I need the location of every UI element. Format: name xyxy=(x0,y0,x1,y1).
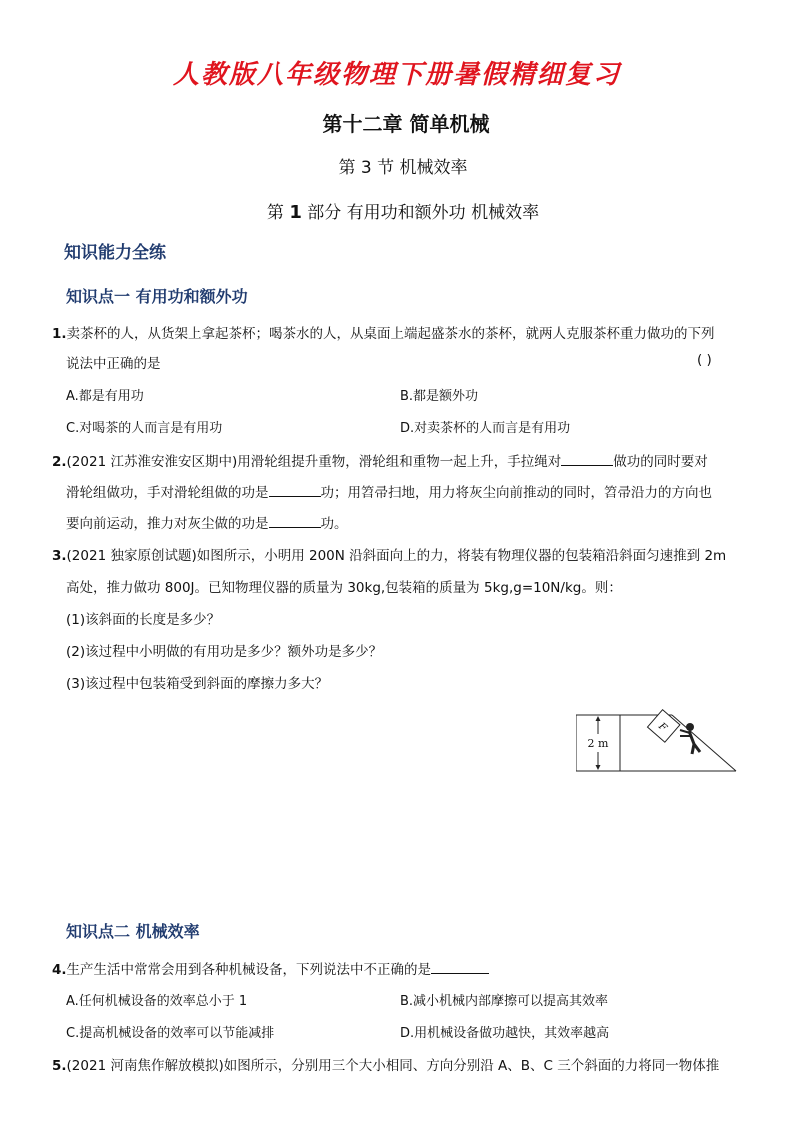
chapter-title: 第十二章 简单机械 xyxy=(322,112,490,136)
question-3-sub-1: (1)该斜面的长度是多少？ xyxy=(66,612,221,628)
question-5-text: (2021 河南焦作解放模拟)如图所示，分别用三个大小相同、方向分别沿 A、B、C 三个斜面的力将同一物体推 xyxy=(66,1058,720,1074)
banner-title: 人教版八年级物理下册暑假精细复习 xyxy=(172,60,621,90)
question-3-sub-2: (2)该过程中小明做的有用功是多少？额外功是多少？ xyxy=(66,644,383,660)
question-4-option-c: C.提高机械设备的效率可以节能减排 xyxy=(66,1026,275,1041)
question-3-line-1 xyxy=(52,544,726,564)
question-2-line-2 xyxy=(66,481,712,501)
question-2-text-a: (2021 江苏淮安淮安区期中)用滑轮组提升重物，滑轮组和重物一起上升，手拉绳对 xyxy=(66,454,562,470)
answer-blank xyxy=(269,515,321,528)
arrow-down-icon xyxy=(596,765,601,770)
knowledge-point-2-heading: 知识点二 机械效率 xyxy=(66,922,200,941)
question-1-option-b: B.都是额外功 xyxy=(400,389,479,404)
question-2-text-c: 滑轮组做功，手对滑轮组做的功是 xyxy=(66,485,269,501)
question-3-number: 3. xyxy=(52,548,67,564)
incline-slope xyxy=(672,715,736,771)
question-3-line-2: 高处，推力做功 800J。已知物理仪器的质量为 30kg,包装箱的质量为 5kg,g=10N/kg。则： xyxy=(66,580,622,596)
part-title xyxy=(0,198,794,223)
question-4-option-d: D.用机械设备做功越快，其效率越高 xyxy=(400,1026,610,1041)
question-5-line-1 xyxy=(52,1054,719,1074)
question-2-text-b: 做功的同时要对 xyxy=(613,454,708,470)
section-title: 第 3 节 机械效率 xyxy=(338,158,468,178)
question-1-line-2: 说法中正确的是 xyxy=(66,356,161,372)
person-pushing-icon xyxy=(680,723,700,754)
part-rest: 部分 有用功和额外功 机械效率 xyxy=(307,203,540,223)
question-4-text: 生产生活中常常会用到各种机械设备，下列说法中不正确的是 xyxy=(66,962,432,978)
question-2-line-3 xyxy=(66,512,348,532)
answer-blank xyxy=(269,484,321,497)
question-2-number: 2. xyxy=(52,454,67,470)
ability-heading: 知识能力全练 xyxy=(64,243,166,263)
height-label: 2 m xyxy=(587,737,609,750)
question-2-text-d: 功；用笤帚扫地，用力将灰尘向前推动的同时，笤帚沿力的方向也 xyxy=(320,485,712,501)
arrow-up-icon xyxy=(596,716,601,721)
answer-blank xyxy=(561,453,613,466)
knowledge-point-1-heading: 知识点一 有用功和额外功 xyxy=(66,287,248,306)
question-1-line-1 xyxy=(52,322,715,342)
force-label: F xyxy=(656,721,669,734)
question-2-text-e: 要向前运动，推力对灰尘做的功是 xyxy=(66,516,269,532)
part-prefix: 第 xyxy=(266,203,284,223)
part-number: 1 xyxy=(289,202,302,223)
question-1-option-c: C.对喝茶的人而言是有用功 xyxy=(66,421,223,436)
question-1-option-a: A.都是有用功 xyxy=(66,389,144,404)
incline-figure xyxy=(576,700,740,774)
question-2-line-1 xyxy=(52,450,708,470)
question-4-line-1 xyxy=(52,958,489,978)
question-4-number: 4. xyxy=(52,962,67,978)
question-1-option-d: D.对卖茶杯的人而言是有用功 xyxy=(400,421,571,436)
question-4-option-a: A.任何机械设备的效率总小于 1 xyxy=(66,994,248,1009)
answer-paren: ( ) xyxy=(697,352,712,368)
question-3-text: (2021 独家原创试题)如图所示，小明用 200N 沿斜面向上的力，将装有物理仪器的包装箱沿斜面匀速推到 2m xyxy=(66,548,727,564)
question-3-sub-3: (3)该过程中包装箱受到斜面的摩擦力多大？ xyxy=(66,676,329,692)
question-4-option-b: B.减小机械内部摩擦可以提高其效率 xyxy=(400,994,609,1009)
question-1-number: 1. xyxy=(52,326,67,342)
question-5-number: 5. xyxy=(52,1058,67,1074)
question-1-text: 卖茶杯的人，从货架上拿起茶杯；喝茶水的人，从桌面上端起盛茶水的茶杯，就两人克服茶杯重力做功的下列 xyxy=(66,326,715,342)
answer-blank xyxy=(431,961,489,974)
question-2-text-f: 功。 xyxy=(320,516,348,532)
